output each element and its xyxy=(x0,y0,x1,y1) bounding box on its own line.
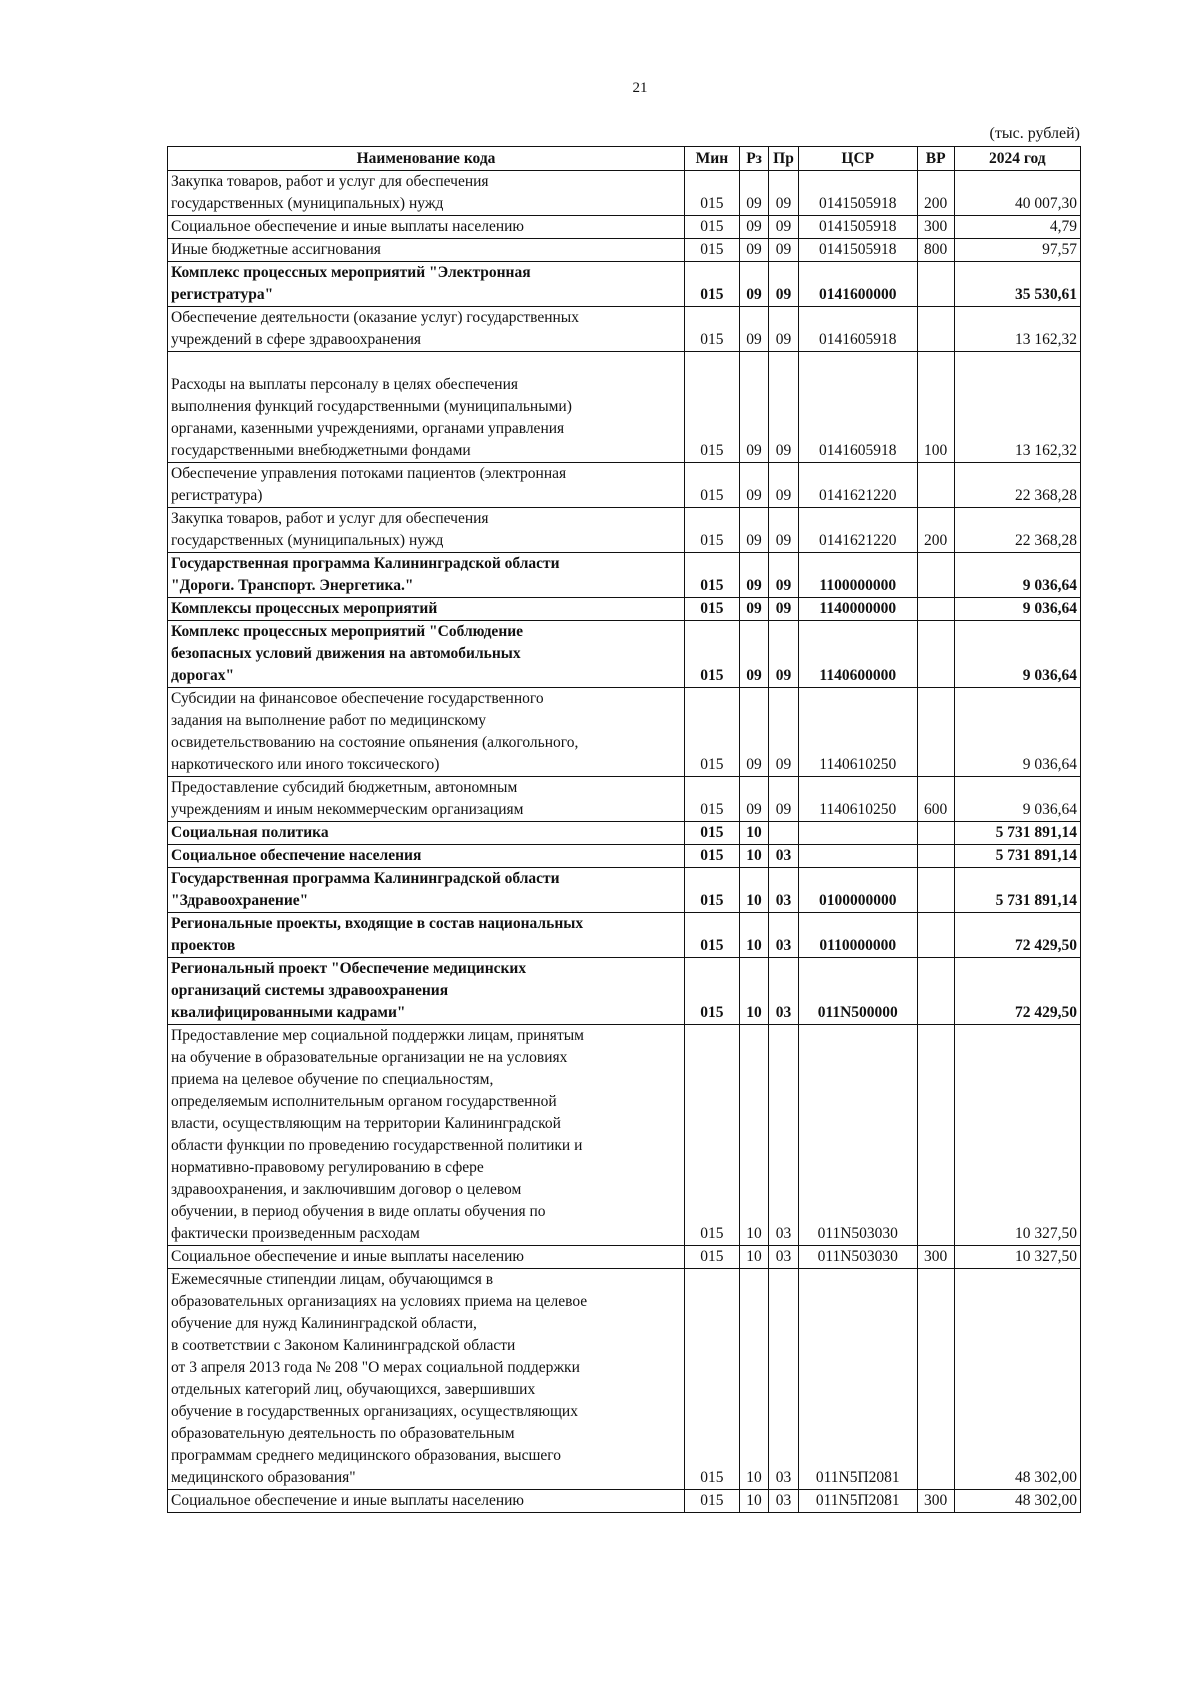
row-rz-cell: 10 xyxy=(739,868,768,913)
row-csr-cell: 011N503030 xyxy=(798,1025,917,1246)
table-row xyxy=(168,1025,1081,1246)
row-vr-cell xyxy=(917,553,954,598)
row-vr-cell xyxy=(917,598,954,621)
row-min-cell: 015 xyxy=(685,307,740,352)
table-row xyxy=(168,463,1081,508)
row-min-cell: 015 xyxy=(685,553,740,598)
table-row xyxy=(168,307,1081,352)
row-name-cell xyxy=(168,1246,685,1269)
row-rz-cell: 10 xyxy=(739,822,768,845)
row-sum-cell: 9 036,64 xyxy=(954,598,1080,621)
row-sum-cell: 40 007,30 xyxy=(954,171,1080,216)
row-name-text: Социальное обеспечение и иные выплаты населению xyxy=(171,218,525,235)
row-pr-cell: 03 xyxy=(769,845,798,868)
header-sum: 2024 год xyxy=(954,147,1080,171)
header-rz: Рз xyxy=(739,147,768,171)
row-pr-cell: 09 xyxy=(769,352,798,463)
row-min-cell: 015 xyxy=(685,958,740,1025)
row-name-cell xyxy=(168,171,685,216)
row-pr-cell: 03 xyxy=(769,868,798,913)
row-sum-cell: 5 731 891,14 xyxy=(954,845,1080,868)
row-rz-cell: 09 xyxy=(739,239,768,262)
row-sum-cell: 48 302,00 xyxy=(954,1490,1080,1513)
row-pr-cell: 03 xyxy=(769,1025,798,1246)
header-csr: ЦСР xyxy=(798,147,917,171)
row-csr-cell: 0141600000 xyxy=(798,262,917,307)
row-vr-cell xyxy=(917,262,954,307)
table-body xyxy=(168,171,1081,1513)
row-name-text: Комплексы процессных мероприятий xyxy=(171,600,438,617)
row-vr-cell xyxy=(917,1025,954,1246)
row-name-cell xyxy=(168,688,685,777)
row-vr-cell xyxy=(917,463,954,508)
table-row xyxy=(168,1490,1081,1513)
row-vr-cell xyxy=(917,822,954,845)
row-pr-cell: 09 xyxy=(769,171,798,216)
row-rz-cell: 10 xyxy=(739,913,768,958)
table-row xyxy=(168,1246,1081,1269)
row-min-cell: 015 xyxy=(685,171,740,216)
table-row xyxy=(168,913,1081,958)
page-number: 21 xyxy=(632,80,648,96)
row-min-cell: 015 xyxy=(685,352,740,463)
row-min-cell: 015 xyxy=(685,508,740,553)
row-name-text: Субсидии на финансовое обеспечение государственного задания на выполнение работ по медицинскому освидетельствованию на состояние опьянения (алкогольного, наркотического или иного токсического) xyxy=(171,690,579,773)
row-pr-cell: 09 xyxy=(769,688,798,777)
row-name-cell xyxy=(168,239,685,262)
row-sum-cell: 4,79 xyxy=(954,216,1080,239)
row-min-cell: 015 xyxy=(685,913,740,958)
header-vr: ВР xyxy=(917,147,954,171)
row-name-text: Расходы на выплаты персоналу в целях обеспечения выполнения функций государственными (муниципальными) органами, казенными учреждениями, органами управления государственными внебюджетными фондами xyxy=(171,376,572,459)
row-name-text: Государственная программа Калининградской области "Дороги. Транспорт. Энергетика." xyxy=(171,555,560,594)
row-sum-cell: 9 036,64 xyxy=(954,688,1080,777)
row-pr-cell: 09 xyxy=(769,239,798,262)
row-name-cell xyxy=(168,913,685,958)
row-pr-cell: 09 xyxy=(769,598,798,621)
row-name-text: Обеспечение управления потоками пациентов (электронная регистратура) xyxy=(171,465,567,504)
row-name-cell xyxy=(168,262,685,307)
row-csr-cell: 0141621220 xyxy=(798,508,917,553)
row-vr-cell: 300 xyxy=(917,216,954,239)
row-rz-cell: 09 xyxy=(739,463,768,508)
row-sum-cell: 22 368,28 xyxy=(954,463,1080,508)
row-name-text: Предоставление субсидий бюджетным, автономным учреждениям и иным некоммерческим организациям xyxy=(171,779,524,818)
row-sum-cell: 22 368,28 xyxy=(954,508,1080,553)
table-header-row xyxy=(168,147,1081,171)
row-vr-cell: 100 xyxy=(917,352,954,463)
table-row xyxy=(168,508,1081,553)
table-row xyxy=(168,845,1081,868)
row-pr-cell: 09 xyxy=(769,463,798,508)
row-rz-cell: 10 xyxy=(739,1246,768,1269)
row-min-cell: 015 xyxy=(685,621,740,688)
row-min-cell: 015 xyxy=(685,845,740,868)
row-name-text: Комплекс процессных мероприятий "Электронная регистратура" xyxy=(171,264,531,303)
row-vr-cell: 600 xyxy=(917,777,954,822)
row-vr-cell: 200 xyxy=(917,508,954,553)
row-pr-cell: 03 xyxy=(769,958,798,1025)
row-csr-cell: 0100000000 xyxy=(798,868,917,913)
row-rz-cell: 09 xyxy=(739,307,768,352)
row-name-text: Закупка товаров, работ и услуг для обеспечения государственных (муниципальных) нужд xyxy=(171,173,489,212)
row-sum-cell: 10 327,50 xyxy=(954,1246,1080,1269)
table-row xyxy=(168,171,1081,216)
row-pr-cell: 03 xyxy=(769,1490,798,1513)
row-sum-cell: 13 162,32 xyxy=(954,307,1080,352)
row-name-text: Обеспечение деятельности (оказание услуг) государственных учреждений в сфере здравоохранения xyxy=(171,309,579,348)
row-min-cell: 015 xyxy=(685,688,740,777)
row-vr-cell xyxy=(917,913,954,958)
row-sum-cell: 9 036,64 xyxy=(954,777,1080,822)
row-name-cell xyxy=(168,958,685,1025)
row-name-cell xyxy=(168,777,685,822)
row-csr-cell: 1140600000 xyxy=(798,621,917,688)
table-row xyxy=(168,352,1081,463)
row-csr-cell: 1140610250 xyxy=(798,688,917,777)
row-vr-cell xyxy=(917,845,954,868)
row-vr-cell: 300 xyxy=(917,1490,954,1513)
row-name-text: Социальное обеспечение населения xyxy=(171,847,422,864)
row-csr-cell: 0141621220 xyxy=(798,463,917,508)
row-csr-cell: 1140610250 xyxy=(798,777,917,822)
row-min-cell: 015 xyxy=(685,1490,740,1513)
row-sum-cell: 5 731 891,14 xyxy=(954,868,1080,913)
row-csr-cell: 0141605918 xyxy=(798,307,917,352)
row-sum-cell: 72 429,50 xyxy=(954,958,1080,1025)
row-sum-cell: 5 731 891,14 xyxy=(954,822,1080,845)
row-sum-cell: 10 327,50 xyxy=(954,1025,1080,1246)
row-name-text: Региональный проект "Обеспечение медицинских организаций системы здравоохранения квалифицированными кадрами" xyxy=(171,960,527,1021)
row-sum-cell: 97,57 xyxy=(954,239,1080,262)
row-csr-cell xyxy=(798,845,917,868)
row-min-cell: 015 xyxy=(685,239,740,262)
row-pr-cell: 09 xyxy=(769,621,798,688)
row-csr-cell: 011N503030 xyxy=(798,1246,917,1269)
row-pr-cell: 03 xyxy=(769,1269,798,1490)
row-vr-cell xyxy=(917,868,954,913)
row-pr-cell xyxy=(769,822,798,845)
row-min-cell: 015 xyxy=(685,777,740,822)
row-name-cell xyxy=(168,216,685,239)
table-row xyxy=(168,216,1081,239)
row-rz-cell: 10 xyxy=(739,1490,768,1513)
row-vr-cell: 300 xyxy=(917,1246,954,1269)
row-name-cell xyxy=(168,822,685,845)
row-sum-cell: 72 429,50 xyxy=(954,913,1080,958)
row-rz-cell: 09 xyxy=(739,688,768,777)
row-rz-cell: 09 xyxy=(739,216,768,239)
row-name-text: Социальное обеспечение и иные выплаты населению xyxy=(171,1492,525,1509)
row-csr-cell: 0110000000 xyxy=(798,913,917,958)
units-label: (тыс. рублей) xyxy=(989,125,1080,142)
row-name-cell xyxy=(168,868,685,913)
row-name-cell xyxy=(168,1490,685,1513)
row-pr-cell: 09 xyxy=(769,262,798,307)
row-min-cell: 015 xyxy=(685,598,740,621)
row-pr-cell: 03 xyxy=(769,1246,798,1269)
row-sum-cell: 48 302,00 xyxy=(954,1269,1080,1490)
row-rz-cell: 10 xyxy=(739,958,768,1025)
row-name-cell xyxy=(168,621,685,688)
row-name-text: Ежемесячные стипендии лицам, обучающимся в образовательных организациях на условиях приема на целевое обучение для нужд Калининградской области, в соответствии с Законом Калининградской области от 3 апреля 2013 года № 208 "О мерах социальной поддержки отдельных категорий лиц, обучающихся, завершивших обучение в государственных организациях, осуществляющих образовательную деятельность по образовательным программам среднего медицинского образования, высшего медицинского образования" xyxy=(171,1271,588,1486)
row-name-text: Предоставление мер социальной поддержки лицам, принятым на обучение в образовательные организации не на условиях приема на целевое обучение по специальностям, определяемым исполнительным органом государственной власти, осуществляющим на территории Калининградской области функции по проведению государственной политики и нормативно-правовому регулированию в сфере здравоохранения, и заключившим договор о целевом обучении, в период обучения в виде оплаты обучения по фактически произведенным расходам xyxy=(171,1027,584,1242)
row-rz-cell: 09 xyxy=(739,262,768,307)
row-csr-cell: 0141605918 xyxy=(798,352,917,463)
row-name-cell xyxy=(168,598,685,621)
row-name-cell xyxy=(168,463,685,508)
row-name-cell xyxy=(168,352,685,463)
row-name-text: Социальная политика xyxy=(171,824,329,841)
row-rz-cell: 09 xyxy=(739,621,768,688)
row-csr-cell: 1100000000 xyxy=(798,553,917,598)
row-name-cell xyxy=(168,307,685,352)
row-rz-cell: 09 xyxy=(739,171,768,216)
row-csr-cell: 011N500000 xyxy=(798,958,917,1025)
table-row xyxy=(168,553,1081,598)
table-row xyxy=(168,598,1081,621)
header-name: Наименование кода xyxy=(168,147,685,171)
table-row xyxy=(168,822,1081,845)
row-rz-cell: 10 xyxy=(739,1025,768,1246)
row-vr-cell xyxy=(917,621,954,688)
row-name-cell xyxy=(168,1025,685,1246)
row-name-text: Иные бюджетные ассигнования xyxy=(171,241,381,258)
table-row xyxy=(168,239,1081,262)
row-sum-cell: 9 036,64 xyxy=(954,621,1080,688)
row-csr-cell: 011N5П2081 xyxy=(798,1269,917,1490)
row-sum-cell: 35 530,61 xyxy=(954,262,1080,307)
row-csr-cell: 011N5П2081 xyxy=(798,1490,917,1513)
row-name-text: Комплекс процессных мероприятий "Соблюдение безопасных условий движения на автомобильных дорогах" xyxy=(171,623,524,684)
row-name-cell xyxy=(168,845,685,868)
row-name-text: Региональные проекты, входящие в состав национальных проектов xyxy=(171,915,584,954)
table-row xyxy=(168,262,1081,307)
row-min-cell: 015 xyxy=(685,822,740,845)
table-row xyxy=(168,688,1081,777)
row-min-cell: 015 xyxy=(685,868,740,913)
row-name-cell xyxy=(168,553,685,598)
row-sum-cell: 13 162,32 xyxy=(954,352,1080,463)
row-name-cell xyxy=(168,508,685,553)
row-vr-cell: 200 xyxy=(917,171,954,216)
row-pr-cell: 03 xyxy=(769,913,798,958)
row-pr-cell: 09 xyxy=(769,216,798,239)
row-pr-cell: 09 xyxy=(769,307,798,352)
row-rz-cell: 09 xyxy=(739,553,768,598)
row-vr-cell xyxy=(917,688,954,777)
row-pr-cell: 09 xyxy=(769,553,798,598)
budget-table xyxy=(167,146,1081,1513)
header-pr: Пр xyxy=(769,147,798,171)
row-rz-cell: 10 xyxy=(739,1269,768,1490)
row-rz-cell: 09 xyxy=(739,598,768,621)
table-row xyxy=(168,868,1081,913)
table-row xyxy=(168,958,1081,1025)
table-row xyxy=(168,621,1081,688)
row-pr-cell: 09 xyxy=(769,777,798,822)
row-rz-cell: 09 xyxy=(739,352,768,463)
row-vr-cell xyxy=(917,958,954,1025)
row-sum-cell: 9 036,64 xyxy=(954,553,1080,598)
header-min: Мин xyxy=(685,147,740,171)
row-csr-cell xyxy=(798,822,917,845)
row-name-text: Социальное обеспечение и иные выплаты населению xyxy=(171,1248,525,1265)
row-min-cell: 015 xyxy=(685,1025,740,1246)
row-min-cell: 015 xyxy=(685,262,740,307)
row-pr-cell: 09 xyxy=(769,508,798,553)
row-csr-cell: 0141505918 xyxy=(798,216,917,239)
row-csr-cell: 0141505918 xyxy=(798,239,917,262)
row-vr-cell xyxy=(917,307,954,352)
row-rz-cell: 10 xyxy=(739,845,768,868)
row-name-cell xyxy=(168,1269,685,1490)
row-min-cell: 015 xyxy=(685,216,740,239)
row-min-cell: 015 xyxy=(685,463,740,508)
table-row xyxy=(168,777,1081,822)
row-rz-cell: 09 xyxy=(739,508,768,553)
row-csr-cell: 0141505918 xyxy=(798,171,917,216)
row-vr-cell: 800 xyxy=(917,239,954,262)
table-row xyxy=(168,1269,1081,1490)
row-name-text: Закупка товаров, работ и услуг для обеспечения государственных (муниципальных) нужд xyxy=(171,510,489,549)
row-min-cell: 015 xyxy=(685,1269,740,1490)
row-rz-cell: 09 xyxy=(739,777,768,822)
row-csr-cell: 1140000000 xyxy=(798,598,917,621)
row-name-text: Государственная программа Калининградской области "Здравоохранение" xyxy=(171,870,560,909)
row-vr-cell xyxy=(917,1269,954,1490)
row-min-cell: 015 xyxy=(685,1246,740,1269)
